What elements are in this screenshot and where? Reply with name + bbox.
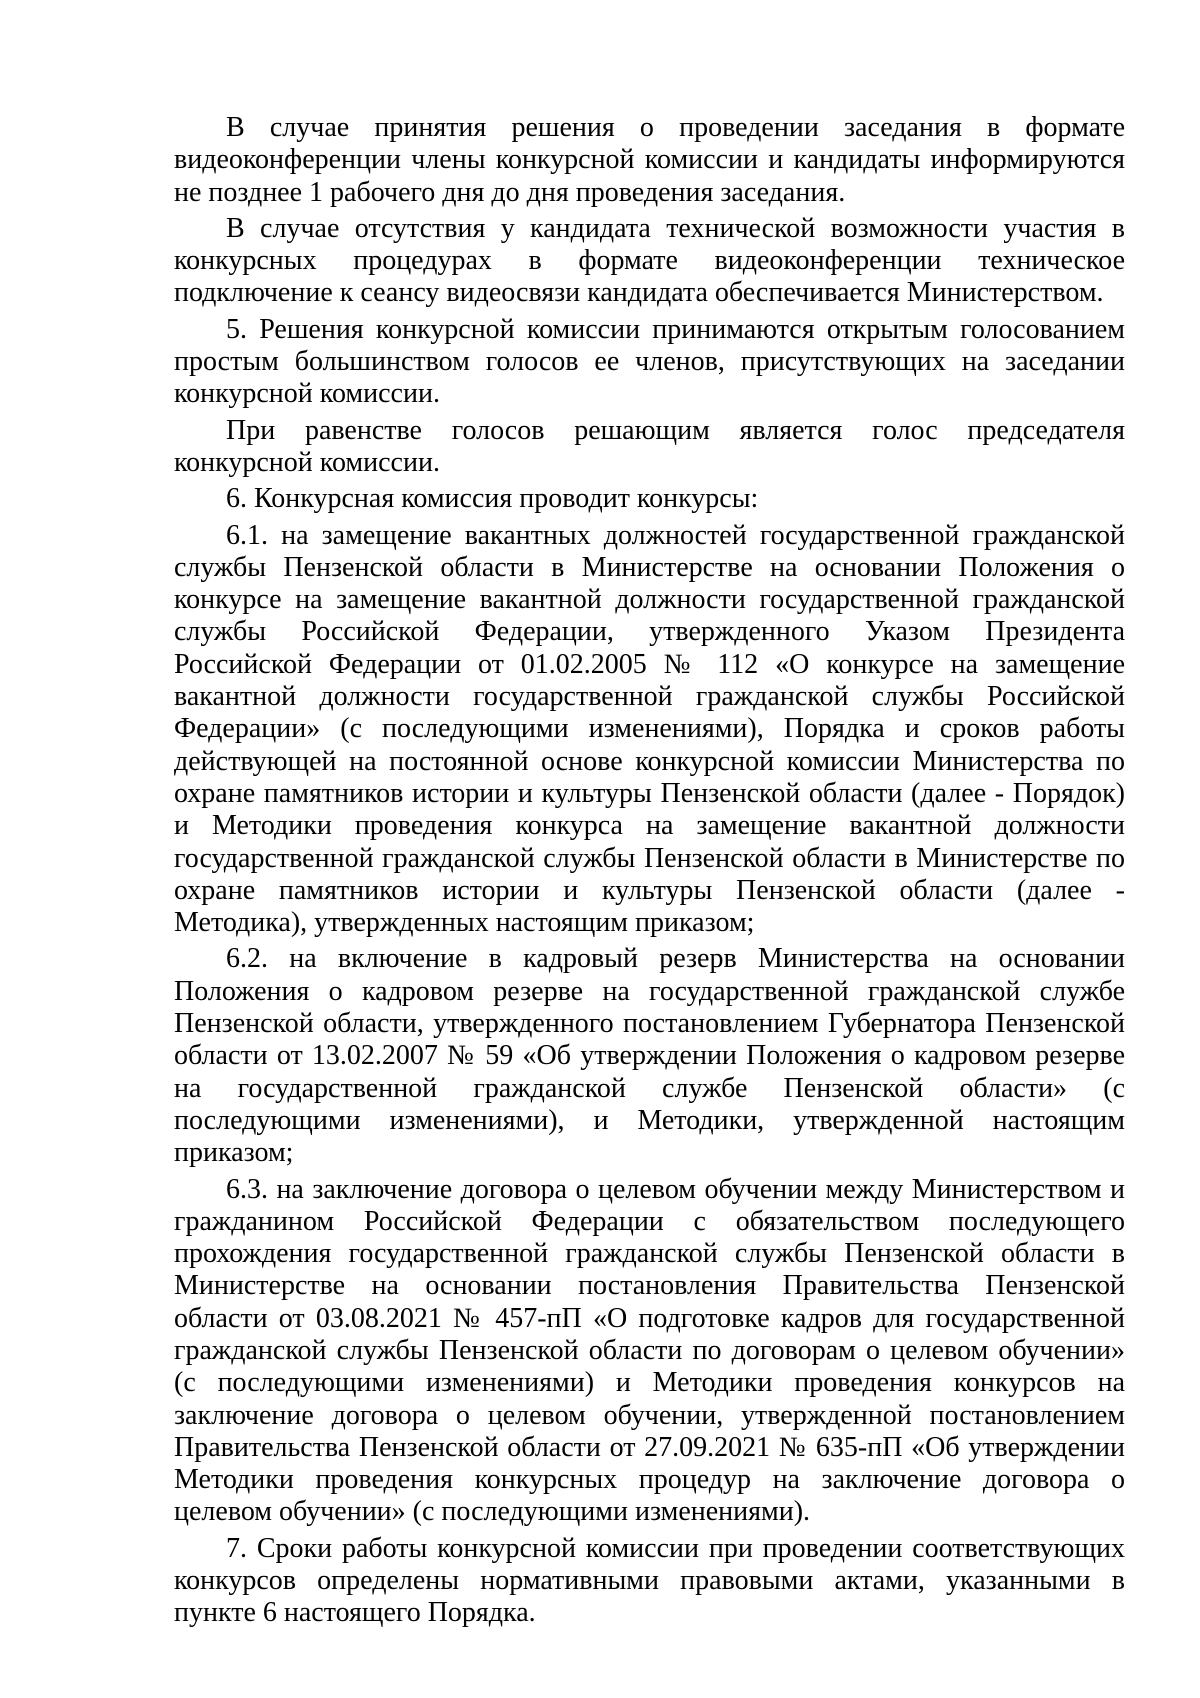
paragraph-item-7-terms: 7. Сроки работы конкурсной комиссии при проведении соответствующих конкурсов определены нормативными правовыми актами, указанными в пункте 6 настоящего Порядка.: [174, 1532, 1125, 1629]
paragraph-technical-connection: В случае отсутствия у кандидата технической возможности участия в конкурсных процедурах в формате видеоконференции техническое подключение к сеансу видеосвязи кандидата обеспечивается Министерством.: [174, 212, 1125, 309]
paragraph-videoconference-notice: В случае принятия решения о проведении заседания в формате видеоконференции члены конкурсной комиссии и кандидаты информируются не позднее 1 рабочего дня до дня проведения заседания.: [174, 112, 1125, 208]
paragraph-item-6-2: 6.2. на включение в кадровый резерв Министерства на основании Положения о кадровом резерве на государственной гражданской службе Пензенской области, утвержденного постановлением Губернатора Пензенской области от 13.02.2007 № 59 «Об утверждении Положения о кадровом резерве на государственной гражданской службе Пензенской области» (с последующими изменениями), и Методики, утвержденной настоящим приказом;: [174, 943, 1125, 1169]
paragraph-item-6-1: 6.1. на замещение вакантных должностей государственной гражданской службы Пензенской области в Министерстве на основании Положения о конкурсе на замещение вакантной должности государственной гражданской службы Российской Федерации, утвержденного Указом Президента Российской Федерации от 01.02.2005 № 112 «О конкурсе на замещение вакантной должности государственной гражданской службы Российской Федерации» (с последующими изменениями), Порядка и сроков работы действующей на постоянной основе конкурсной комиссии Министерства по охране памятников истории и культуры Пензенской области (далее - Порядок) и Методики проведения конкурса на замещение вакантной должности государственной гражданской службы Пензенской области в Министерстве по охране памятников истории и культуры Пензенской области (далее - Методика), утвержденных настоящим приказом;: [174, 519, 1125, 939]
paragraph-item-5-decisions: 5. Решения конкурсной комиссии принимаются открытым голосованием простым большинством голосов ее членов, присутствующих на заседании конкурсной комиссии.: [174, 313, 1125, 410]
document-page: [174, 112, 1125, 1634]
paragraph-item-6-3: 6.3. на заключение договора о целевом обучении между Министерством и гражданином Российской Федерации с обязательством последующего прохождения государственной гражданской службы Пензенской области в Министерстве на основании постановления Правительства Пензенской области от 03.08.2021 № 457-пП «О подготовке кадров для государственной гражданской службы Пензенской области по договорам о целевом обучении» (с последующими изменениями) и Методики проведения конкурсов на заключение договора о целевом обучении, утвержденной постановлением Правительства Пензенской области от 27.09.2021 № 635-пП «Об утверждении Методики проведения конкурсных процедур на заключение договора о целевом обучении» (с последующими изменениями).: [174, 1173, 1125, 1528]
paragraph-tie-vote: При равенстве голосов решающим является голос председателя конкурсной комиссии.: [174, 414, 1125, 478]
paragraph-item-6-heading: 6. Конкурсная комиссия проводит конкурсы:: [226, 483, 759, 515]
